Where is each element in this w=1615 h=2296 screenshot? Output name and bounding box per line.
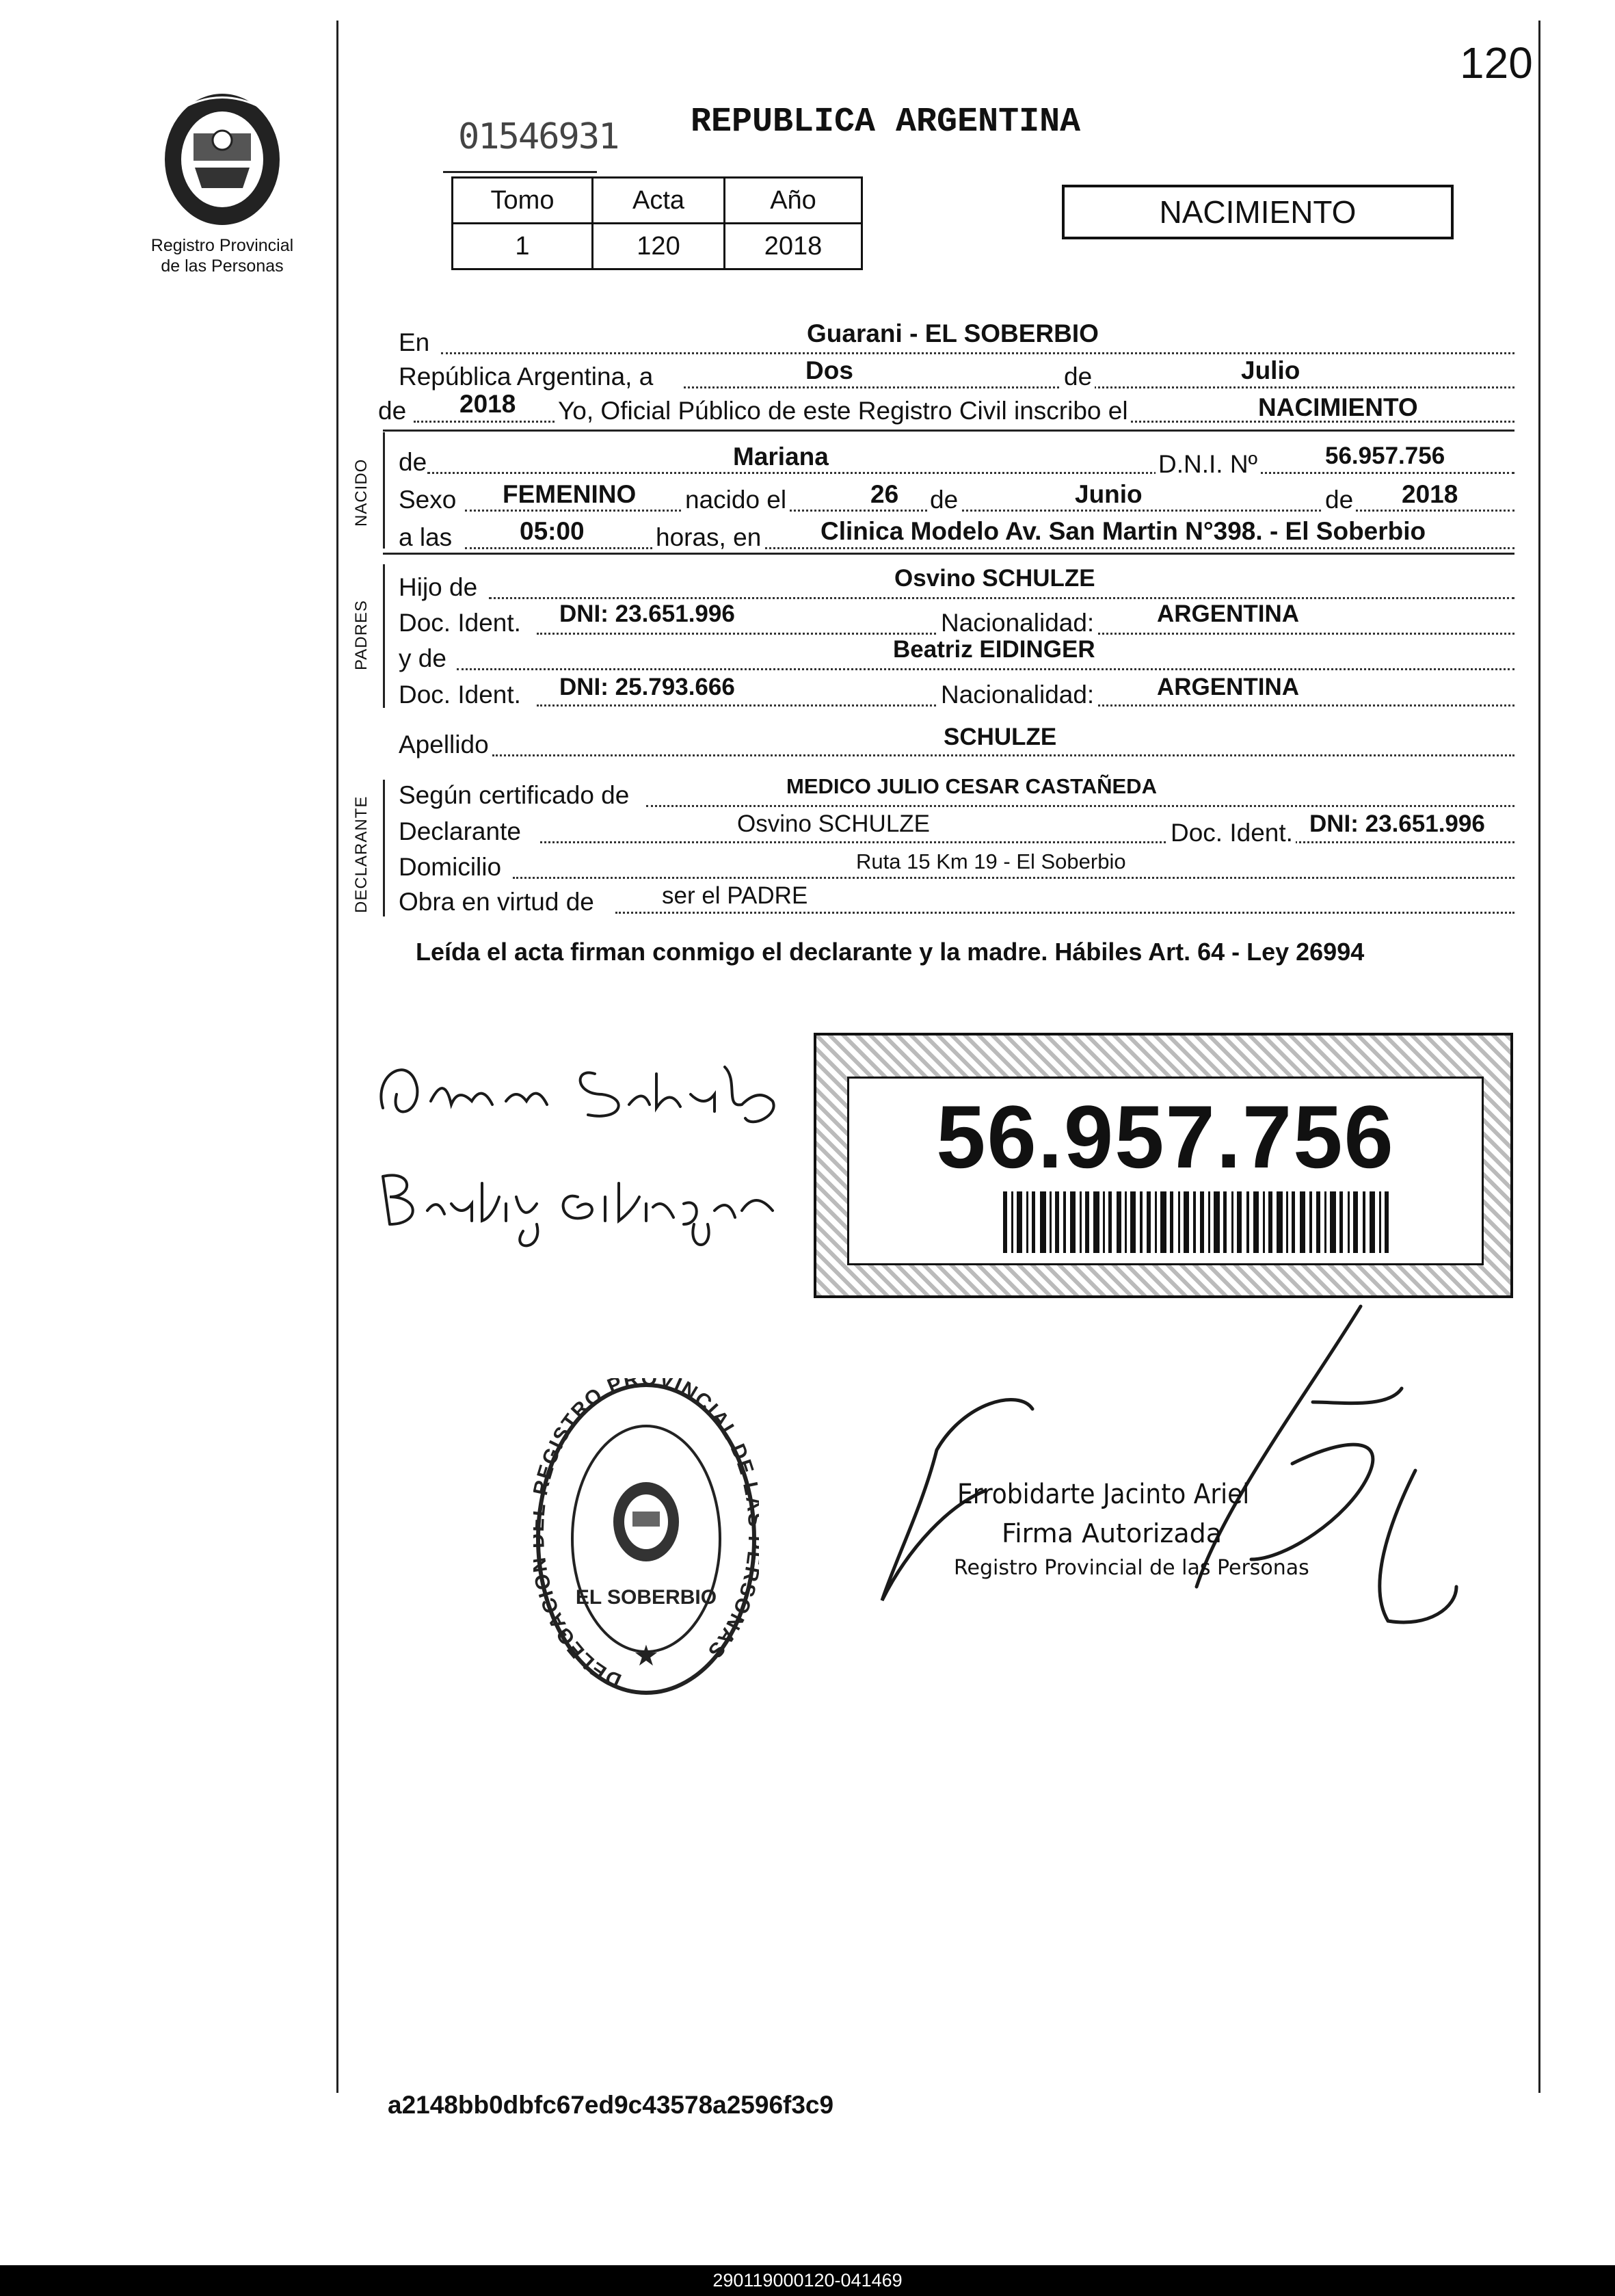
dots-hora	[465, 547, 1514, 549]
side-label-declarante: DECLARANTE	[352, 795, 371, 913]
label-obra: Obra en virtud de	[399, 888, 594, 916]
value-dia: Dos	[805, 356, 853, 384]
stamp-star-icon: ★	[633, 1639, 659, 1672]
closing-text: Leída el acta firman conmigo el declarante y la madre. Hábiles Art. 64 - Ley 26994	[416, 938, 1365, 966]
value-hora: 05:00	[520, 517, 585, 545]
label-domicilio: Domicilio	[399, 853, 502, 881]
value-anio-nac: 2018	[1402, 480, 1458, 508]
stamp-emblem-icon	[613, 1482, 679, 1561]
official-org: Registro Provincial de las Personas	[954, 1556, 1309, 1580]
label-declarante: Declarante	[399, 817, 521, 845]
value-madre-doc: DNI: 25.793.666	[559, 674, 735, 700]
stamp-place: EL SOBERBIO	[575, 1586, 717, 1609]
label-dni: D.N.I. Nº	[1156, 450, 1260, 479]
left-margin-line	[336, 21, 338, 2093]
value-padre: Osvino SCHULZE	[894, 565, 1095, 592]
label-segun: Según certificado de	[399, 781, 630, 809]
label-nacionalidad-padre: Nacionalidad:	[938, 609, 1097, 637]
separator-nacido-bottom	[383, 553, 1514, 555]
value-dia-nac: 26	[870, 480, 899, 508]
footer-bar	[0, 2265, 1615, 2296]
dots-declarante	[540, 841, 1514, 843]
side-label-nacido: NACIDO	[352, 458, 371, 527]
label-republica: República Argentina, a	[399, 362, 654, 391]
dots-nombre	[427, 472, 1514, 474]
label-doc-ident-declarante: Doc. Ident.	[1168, 819, 1296, 847]
nacido-bracket	[383, 432, 385, 549]
value-madre-nac: ARGENTINA	[1157, 674, 1300, 700]
stamp-ring-text: DELEGACI EGISTRO PROVINCIAL DE SONAS	[533, 1378, 759, 1692]
page-number: 120	[1460, 38, 1533, 88]
dots-domicilio	[513, 877, 1514, 879]
dots-padre	[489, 597, 1514, 599]
label-de-mes2: de	[927, 486, 961, 514]
registry-logo	[154, 85, 291, 229]
dni-sticker	[814, 1033, 1513, 1298]
table-value-anio: 2018	[725, 224, 862, 269]
label-doc-ident-padre: Doc. Ident.	[399, 609, 521, 637]
label-inscribo: Yo, Oficial Público de este Registro Civil inscribo el	[555, 397, 1131, 425]
value-declarante-doc: DNI: 23.651.996	[1309, 810, 1485, 837]
value-obra: ser el PADRE	[662, 882, 808, 909]
label-sexo: Sexo	[399, 486, 457, 514]
padres-bracket	[383, 564, 385, 708]
dni-sticker-number: 56.957.756	[936, 1087, 1395, 1187]
dots-republica	[684, 386, 1514, 388]
label-de-mes: de	[1061, 362, 1095, 391]
province-seal-icon	[154, 85, 291, 229]
value-certificado: MEDICO JULIO CESAR CASTAÑEDA	[786, 774, 1157, 798]
value-sexo: FEMENINO	[503, 480, 637, 508]
label-a-las: a las	[399, 523, 453, 551]
official-name: Errobidarte Jacinto Ariel	[957, 1479, 1250, 1510]
value-mes-nac: Junio	[1075, 480, 1143, 508]
value-anio: 2018	[459, 390, 516, 418]
label-doc-ident-madre: Doc. Ident.	[399, 681, 521, 709]
dni-sticker-inner	[847, 1077, 1484, 1265]
label-de-anio2: de	[1322, 486, 1356, 514]
label-nacido-el: nacido el	[682, 486, 789, 514]
value-lugar: Guarani - EL SOBERBIO	[807, 319, 1099, 347]
label-y-de: y de	[399, 644, 446, 672]
label-hijo-de: Hijo de	[399, 573, 478, 601]
table-header-tomo: Tomo	[453, 178, 593, 224]
official-stamp	[533, 1378, 759, 1700]
value-nombre: Mariana	[733, 443, 829, 471]
value-apellido: SCHULZE	[944, 724, 1057, 750]
side-label-padres: PADRES	[352, 600, 371, 670]
label-de-anio: de	[378, 397, 407, 425]
signature-madre	[373, 1156, 783, 1258]
signature-padre	[369, 1046, 800, 1135]
registry-caption-2: de las Personas	[161, 256, 284, 276]
country-title: REPUBLICA ARGENTINA	[691, 103, 1081, 142]
doc-type-box	[1062, 185, 1454, 239]
dots-obra	[615, 912, 1514, 914]
label-nacionalidad-madre: Nacionalidad:	[938, 681, 1097, 709]
serial-number: 01546931	[458, 116, 619, 157]
serial-underline	[443, 171, 597, 173]
footer-code: 290119000120-041469	[712, 2270, 903, 2291]
value-lugar-nac: Clinica Modelo Av. San Martin N°398. - El Soberbio	[820, 517, 1426, 545]
declarante-bracket	[383, 780, 385, 916]
value-madre: Beatriz EIDINGER	[893, 636, 1095, 663]
value-dni: 56.957.756	[1325, 443, 1445, 469]
registry-caption-1: Registro Provincial	[150, 236, 294, 255]
dots-certificado	[646, 805, 1514, 807]
table-value-tomo: 1	[453, 224, 593, 269]
separator-nacido-top	[383, 430, 1514, 432]
dots-apellido	[492, 754, 1514, 756]
label-en: En	[399, 328, 430, 356]
label-horas-en: horas, en	[653, 523, 764, 552]
value-mes: Julio	[1241, 356, 1300, 384]
value-declarante: Osvino SCHULZE	[737, 810, 931, 837]
dots-madre	[457, 668, 1514, 670]
table-header-anio: Año	[725, 178, 862, 224]
right-margin-line	[1538, 21, 1540, 2093]
barcode-icon	[1003, 1191, 1393, 1253]
value-padre-nac: ARGENTINA	[1157, 601, 1300, 627]
table-value-acta: 120	[593, 224, 725, 269]
value-padre-doc: DNI: 23.651.996	[559, 601, 735, 627]
dots-sexo	[465, 510, 1514, 512]
label-apellido: Apellido	[399, 730, 489, 758]
record-table	[451, 176, 863, 270]
official-title: Firma Autorizada	[1002, 1518, 1223, 1548]
table-header-acta: Acta	[593, 178, 725, 224]
doc-type: NACIMIENTO	[1159, 194, 1357, 230]
dots-en	[441, 352, 1514, 354]
document-hash: a2148bb0dbfc67ed9c43578a2596f3c9	[388, 2091, 834, 2119]
value-domicilio: Ruta 15 Km 19 - El Soberbio	[856, 849, 1126, 873]
label-de-nombre: de	[399, 448, 427, 476]
value-acto: NACIMIENTO	[1258, 393, 1418, 421]
